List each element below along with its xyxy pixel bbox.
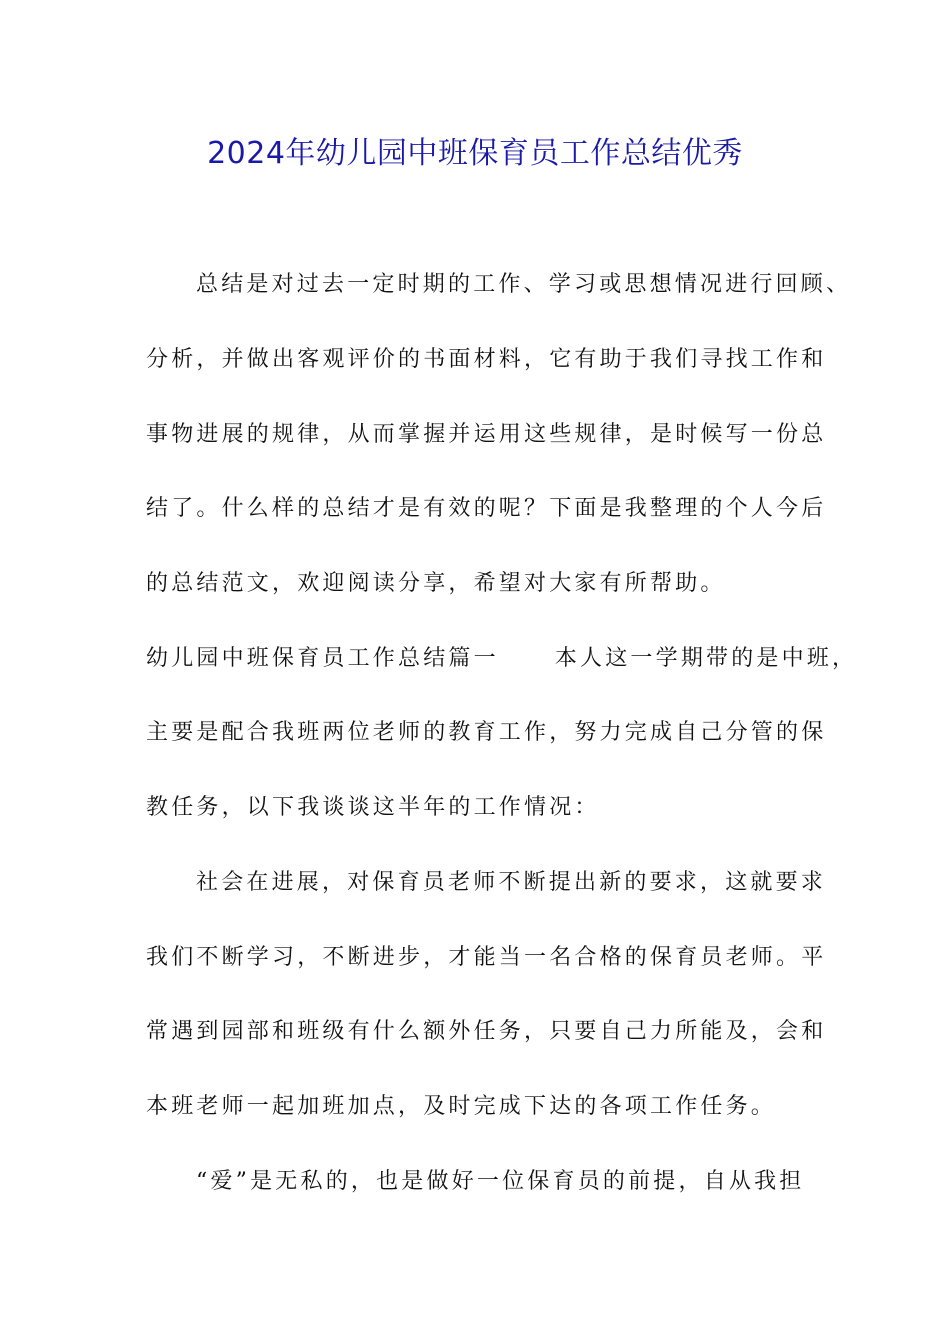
paragraph-line: 分析，并做出客观评价的书面材料，它有助于我们寻找工作和 xyxy=(146,347,827,372)
paragraph-line: 的总结范文，欢迎阅读分享，希望对大家有所帮助。 xyxy=(146,571,726,596)
section-heading: 幼儿园中班保育员工作总结篇一 xyxy=(146,646,499,671)
paragraph-line: 常遇到园部和班级有什么额外任务，只要自己力所能及，会和 xyxy=(146,1019,827,1044)
paragraph-line: 结了。什么样的总结才是有效的呢？下面是我整理的个人今后 xyxy=(146,496,827,521)
paragraph-line: “爱”是无私的，也是做好一位保育员的前提，自从我担 xyxy=(196,1169,805,1194)
paragraph-line: 主要是配合我班两位老师的教育工作，努力完成自己分管的保 xyxy=(146,720,827,745)
paragraph-line: 总结是对过去一定时期的工作、学习或思想情况进行回顾、 xyxy=(196,272,852,297)
paragraph-line: 本班老师一起加班加点，及时完成下达的各项工作任务。 xyxy=(146,1094,777,1119)
paragraph-line: 事物进展的规律，从而掌握并运用这些规律，是时候写一份总 xyxy=(146,422,827,447)
paragraph-line: 我们不断学习，不断进步，才能当一名合格的保育员老师。平 xyxy=(146,945,827,970)
paragraph-line: 教任务，以下我谈谈这半年的工作情况： xyxy=(146,795,600,820)
section-first-text: 本人这一学期带的是中班， xyxy=(554,646,858,671)
document-title: 2024年幼儿园中班保育员工作总结优秀 xyxy=(207,136,743,171)
paragraph-line: 社会在进展，对保育员老师不断提出新的要求，这就要求 xyxy=(196,870,827,895)
section-line xyxy=(146,644,857,674)
